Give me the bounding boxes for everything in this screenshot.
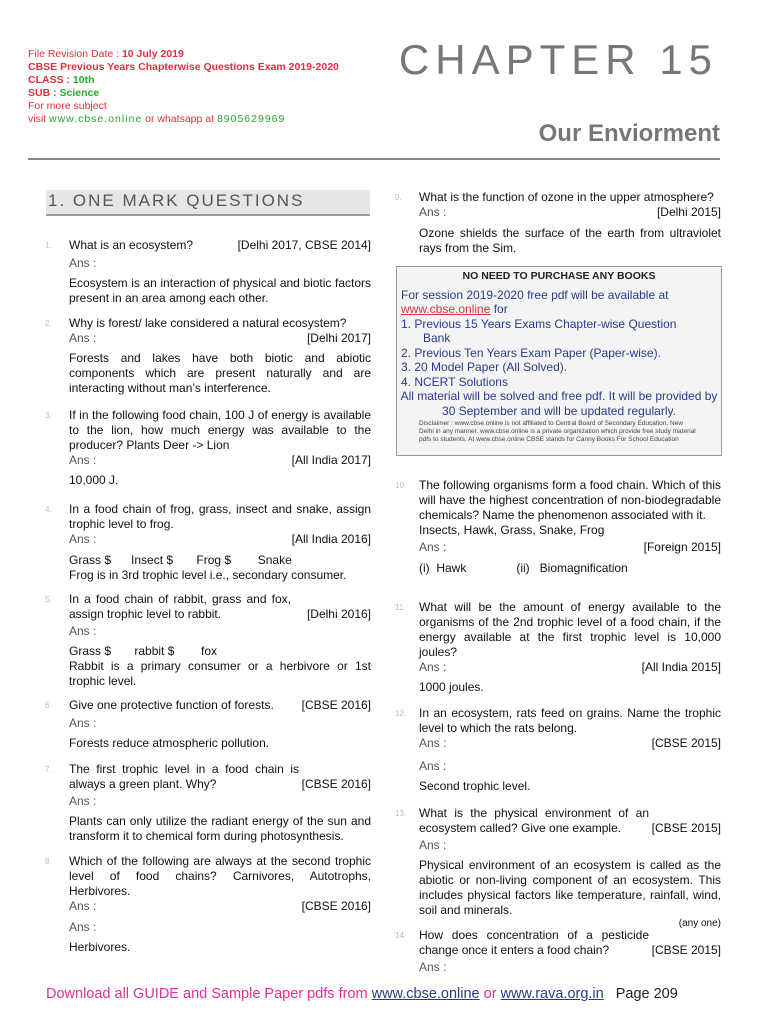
answer-label: Ans : <box>69 794 97 808</box>
question-source: [All India 2015] <box>641 660 721 674</box>
question-number: 10. <box>395 481 407 490</box>
question-source: [Delhi 2015] <box>656 205 721 219</box>
answer-text: Plants can only utilize the radiant energy of the sun and transform it to chemical form during photosynthesis. <box>69 814 371 843</box>
question-12 <box>395 706 721 794</box>
question-source: [All India 2016] <box>291 532 371 546</box>
question-text: What is the function of ozone in the upper atmosphere? <box>419 190 714 204</box>
food-chain-text: Grass $ Insect $ Frog $ Snake <box>69 553 292 567</box>
question-number: 8. <box>45 857 52 866</box>
answer-label: Ans : <box>69 256 97 270</box>
question-text: How does concentration of a pesticide change once it enters a food chain? <box>419 928 649 957</box>
question-source: [Delhi 2017] <box>306 331 371 345</box>
question-text: In a food chain of frog, grass, insect and snake, assign trophic level to frog. <box>69 502 371 531</box>
promo-disclaimer: Disclaimer : www.cbse.online is not affiliated to Central Board of Secondary Education, New Delhi in any manner. www.cbse.online is a private organization which provide free study material pdfs to students. At www.cbse.online CBSE stands for Canny Books For School Education <box>419 420 696 443</box>
answer-label: Ans : <box>69 920 97 934</box>
question-9 <box>395 190 721 256</box>
food-chain-text: Grass $ rabbit $ fox <box>69 644 218 658</box>
visit-text: visit <box>28 113 49 125</box>
promo-box <box>396 266 722 456</box>
question-13 <box>395 806 721 929</box>
answer-label: Ans : <box>69 331 97 345</box>
question-source: [Delhi 2017, CBSE 2014] <box>237 238 371 252</box>
answer-label: Ans : <box>419 205 447 219</box>
promo-item: 1. Previous 15 Years Exams Chapter-wise Question <box>401 316 677 331</box>
answer-text: (i) Hawk (ii) Biomagnification <box>419 561 628 575</box>
whatsapp-text: or whatsapp at <box>142 113 217 125</box>
question-number: 5. <box>45 595 52 604</box>
footer-link-cbse[interactable]: www.cbse.online <box>371 986 480 1002</box>
promo-line: For session 2019-2020 free pdf will be available at <box>401 287 669 302</box>
question-4 <box>45 502 371 583</box>
answer-label: Ans : <box>419 660 447 674</box>
subject-label: SUB : <box>28 87 60 99</box>
answer-label: Ans : <box>419 540 447 554</box>
question-text: Which of the following are always at the second trophic level of food chains? Carnivores, Autotrophs, Herbivores. <box>69 854 371 898</box>
subject-value: Science <box>59 87 100 99</box>
question-text: The following organisms form a food chain. Which of this will have the highest concentration of non-biodegradable chemicals? Name the phenomenon associated with it. <box>419 478 721 522</box>
question-text: What will be the amount of energy available to the organisms of the 2nd trophic level of a food chain, if the energy available at the first trophic level is 10,000 joules? <box>419 600 721 659</box>
section-heading-text: 1. ONE MARK QUESTIONS <box>48 191 305 210</box>
answer-label: Ans : <box>69 453 97 467</box>
question-8 <box>45 854 371 955</box>
question-source: [CBSE 2015] <box>651 736 721 750</box>
promo-item: 4. NCERT Solutions <box>401 374 508 389</box>
question-source: [CBSE 2016] <box>301 899 371 913</box>
promo-title: NO NEED TO PURCHASE ANY BOOKS <box>462 270 656 282</box>
answer-text: Forests reduce atmospheric pollution. <box>69 736 270 750</box>
question-source: [CBSE 2015] <box>651 821 721 835</box>
site-link[interactable]: www.cbse.online <box>49 113 143 125</box>
question-source: [All India 2017] <box>291 453 371 467</box>
promo-note: All material will be solved and free pdf. It will be provided by 30 September and will be updated regularly. <box>400 389 718 418</box>
answer-label: Ans : <box>69 624 97 638</box>
section-heading <box>46 190 370 216</box>
exam-title: CBSE Previous Years Chapterwise Questions Exam 2019-2020 <box>28 61 339 73</box>
question-number: 11. <box>395 603 406 612</box>
question-source: [Delhi 2016] <box>306 607 371 621</box>
answer-text: Ozone shields the surface of the earth from ultraviolet rays from the Sim. <box>419 226 721 255</box>
answer-text: 10,000 J. <box>69 473 119 487</box>
footer-text: Download all GUIDE and Sample Paper pdfs from <box>46 986 372 1002</box>
answer-text: Ecosystem is an interaction of physical and biotic factors present in an area among each other. <box>69 276 371 305</box>
answer-text: Physical environment of an ecosystem is called as the abiotic or non-living component of an ecosystem. This includes physical factors like temperature, rainfall, wind, soil and minerals. <box>419 858 721 917</box>
question-text: Give one protective function of forests. <box>69 698 274 712</box>
footer-link-rava[interactable]: www.rava.org.in <box>500 986 604 1002</box>
question-number: 12. <box>395 709 407 718</box>
footer-or: or <box>479 986 501 1002</box>
question-source: [CBSE 2016] <box>301 777 371 791</box>
revision-date: 10 July 2019 <box>121 48 184 60</box>
question-text: In a food chain of rabbit, grass and fox, assign trophic level to rabbit. <box>69 592 291 621</box>
chapter-subtitle: Our Enviorment <box>538 120 720 147</box>
question-5 <box>45 592 371 689</box>
question-source: [CBSE 2015] <box>651 943 721 957</box>
file-header <box>28 48 339 126</box>
answer-label: Ans : <box>69 532 97 546</box>
question-number: 3. <box>45 411 52 420</box>
question-11 <box>395 600 721 695</box>
page-number: Page 209 <box>615 986 678 1002</box>
answer-text: Rabbit is a primary consumer or a herbivore or 1st trophic level. <box>69 659 371 688</box>
question-number: 13. <box>395 809 407 818</box>
question-1 <box>45 238 371 306</box>
question-text: What is an ecosystem? <box>69 238 194 252</box>
question-3 <box>45 408 371 488</box>
answer-label: Ans : <box>419 838 447 852</box>
answer-label: Ans : <box>69 716 97 730</box>
class-label: CLASS : <box>28 74 73 86</box>
organism-list: Insects, Hawk, Grass, Snake, Frog <box>419 523 605 537</box>
promo-item: 3. 20 Model Paper (All Solved). <box>401 360 568 374</box>
question-10 <box>395 478 721 576</box>
promo-link[interactable]: www.cbse.online <box>401 302 491 316</box>
answer-text: Herbivores. <box>69 940 131 954</box>
question-text: In an ecosystem, rats feed on grains. Name the trophic level to which the rats belong. <box>419 706 721 735</box>
more-subject-text: For more subject <box>28 100 107 112</box>
question-number: 7. <box>45 765 52 774</box>
question-14 <box>395 928 721 975</box>
question-text: What is the physical environment of an ecosystem called? Give one example. <box>419 806 649 835</box>
promo-for: for <box>490 302 508 316</box>
question-number: 2. <box>45 319 52 328</box>
question-text: Why is forest/ lake considered a natural ecosystem? <box>69 316 347 330</box>
question-source: [Foreign 2015] <box>643 540 721 554</box>
answer-text: Frog is in 3rd trophic level i.e., secondary consumer. <box>69 568 347 582</box>
phone-number: 8905629969 <box>216 113 286 125</box>
answer-text: 1000 joules. <box>419 680 484 694</box>
class-value: 10th <box>72 74 95 86</box>
answer-label: Ans : <box>419 759 447 773</box>
question-6 <box>45 698 371 751</box>
answer-label: Ans : <box>69 899 97 913</box>
page-footer <box>46 986 678 1002</box>
question-7 <box>45 762 371 844</box>
header-divider <box>28 158 720 160</box>
answer-label: Ans : <box>419 736 447 750</box>
promo-item: Bank <box>423 331 451 345</box>
question-text: If in the following food chain, 100 J of energy is available to the lion, how much energy was available to the producer? Plants Deer -> Lion <box>69 408 371 452</box>
promo-item: 2. Previous Ten Years Exam Paper (Paper-wise). <box>401 345 661 360</box>
answer-text: Forests and lakes have both biotic and abiotic components which are present naturally and are interacting without man’s interference. <box>69 351 371 395</box>
question-2 <box>45 316 371 396</box>
revision-label: File Revision Date : <box>28 48 122 60</box>
question-source: [CBSE 2016] <box>301 698 371 712</box>
question-number: 1. <box>45 241 52 250</box>
answer-label: Ans : <box>419 960 447 974</box>
question-number: 9. <box>395 193 402 202</box>
answer-text: Second trophic level. <box>419 779 531 793</box>
question-number: 14. <box>395 931 407 940</box>
question-text: The first trophic level in a food chain is always a green plant. Why? <box>69 762 299 791</box>
answer-note: (any one) <box>678 918 721 929</box>
question-number: 4. <box>45 505 52 514</box>
chapter-title: CHAPTER 15 <box>398 36 718 83</box>
question-number: 6. <box>45 701 52 710</box>
